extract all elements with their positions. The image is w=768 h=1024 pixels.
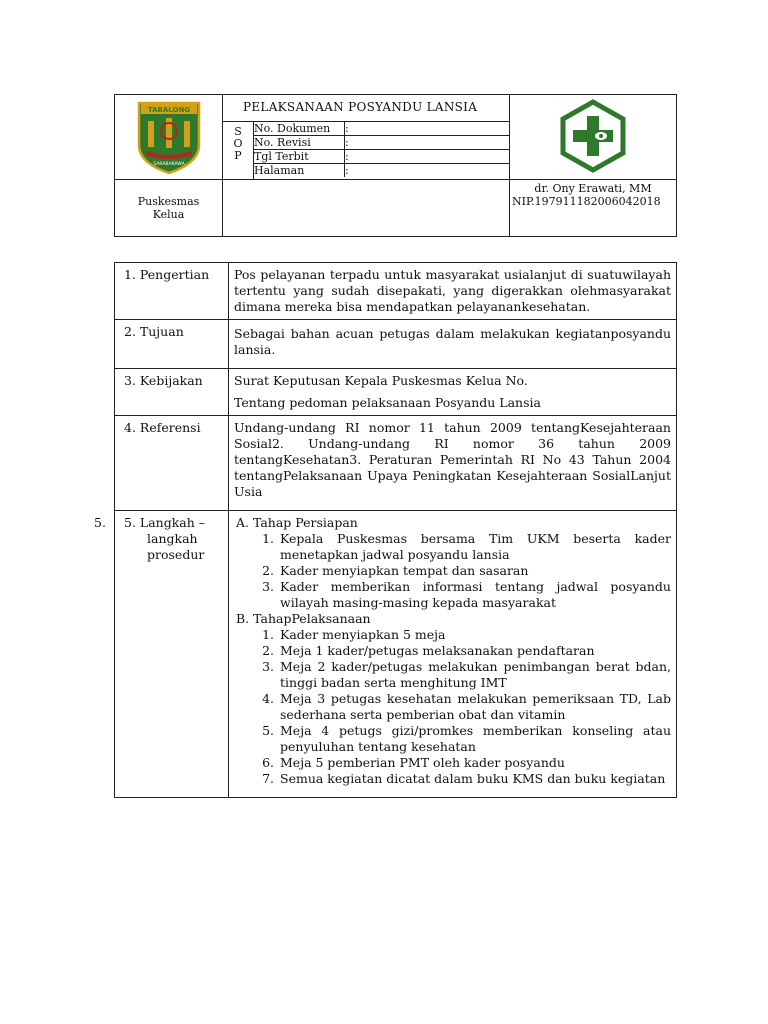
sop-letter-s: S: [234, 125, 242, 138]
row-label: [115, 416, 229, 511]
empty-cell: [223, 180, 510, 237]
row-number: 2.: [124, 324, 136, 339]
row-label-text: langkah: [147, 531, 198, 546]
meta-value: :: [345, 122, 510, 136]
row-langkah: [115, 511, 677, 798]
section-heading-b: B. TahapPelaksanaan: [236, 611, 371, 626]
row-referensi: [115, 416, 677, 511]
row-content: [229, 511, 677, 798]
list-item: 1. Kader menyiapkan 5 meja: [278, 627, 671, 643]
sop-label: [223, 122, 254, 179]
list-item: 2. Kader menyiapkan tempat dan sasaran: [278, 563, 671, 579]
kebijakan-line-1: Surat Keputusan Kepala Puskesmas Kelua No.: [234, 373, 528, 388]
document-meta-table: [254, 122, 509, 177]
list-item: 1. Kepala Puskesmas bersama Tim UKM beserta kader menetapkan jadwal posyandu lansia: [278, 531, 671, 563]
organization-cell: [115, 180, 223, 237]
list-item: 4. Meja 3 petugas kesehatan melakukan pemeriksaan TD, Lab sederhana serta pemberian obat dan vitamin: [278, 691, 671, 723]
row-label: [94, 511, 229, 798]
steps-list-b: [234, 627, 671, 787]
row-number: 3.: [124, 373, 136, 388]
org-name: Puskesmas: [137, 195, 200, 208]
outer-number: 5.: [94, 515, 106, 530]
section-heading-a: A. Tahap Persiapan: [236, 515, 358, 530]
meta-label: Tgl Terbit: [254, 150, 345, 164]
sop-body-table: [94, 262, 677, 798]
row-content: Sebagai bahan acuan petugas dalam melakukan kegiatanposyandu lansia.: [229, 320, 677, 369]
row-label: [115, 320, 229, 369]
kebijakan-line-2: Tentang pedoman pelaksanaan Posyandu Lansia: [234, 395, 541, 410]
sop-letter-p: P: [234, 149, 242, 162]
sop-letter-o: O: [233, 137, 243, 150]
list-item: 5. Meja 4 petugs gizi/promkes memberikan konseling atau penyuluhan tentang kesehatan: [278, 723, 671, 755]
logo-text-top: TABALONG: [147, 106, 190, 114]
row-label: [115, 369, 229, 416]
tabalong-logo-icon: [134, 99, 204, 175]
org-location: Kelua: [152, 208, 185, 221]
list-item: 3. Meja 2 kader/petugas melakukan penimbangan berat bdan, tinggi badan serta menghitung IMT: [278, 659, 671, 691]
row-number: 5.: [124, 515, 136, 530]
logo-text-bottom: SARABAKAWA: [152, 162, 185, 167]
meta-label: Halaman: [254, 164, 345, 178]
regency-logo-cell: [115, 95, 223, 180]
sop-header: [114, 94, 677, 237]
signer-nip: NIP.197911182006042018: [512, 195, 661, 208]
row-label-text: prosedur: [147, 547, 205, 562]
row-tujuan: [115, 320, 677, 369]
puskesmas-logo-icon: [556, 99, 630, 173]
meta-label: No. Dokumen: [254, 122, 345, 136]
meta-label: No. Revisi: [254, 136, 345, 150]
steps-list-a: [234, 531, 671, 611]
health-logo-cell: [510, 95, 677, 180]
list-item: 2. Meja 1 kader/petugas melaksanakan pendaftaran: [278, 643, 671, 659]
row-kebijakan: [115, 369, 677, 416]
row-label-text: Tujuan: [139, 324, 184, 339]
row-label-text: Kebijakan: [139, 373, 203, 388]
meta-value: :: [345, 136, 510, 150]
list-item: 6. Meja 5 pemberian PMT oleh kader posyandu: [278, 755, 671, 771]
row-content: [229, 369, 677, 416]
meta-value: :: [345, 150, 510, 164]
row-number: 4.: [124, 420, 136, 435]
row-label-text: Pengertian: [139, 267, 210, 282]
row-label-text: Referensi: [139, 420, 201, 435]
signer-name: dr. Ony Erawati, MM: [534, 182, 652, 195]
meta-value: :: [345, 164, 510, 178]
list-item: 7. Semua kegiatan dicatat dalam buku KMS dan buku kegiatan: [278, 771, 671, 787]
row-content: Undang-undang RI nomor 11 tahun 2009 tentangKesejahteraan Sosial2. Undang-undang RI nomor 36 tahun 2009 tentangKesehatan3. Peraturan Pemerintah RI No 43 Tahun 2004 tentangPelaksanaan Upaya Peningkatan Kesejahteraan SosialLanjut Usia: [229, 416, 677, 511]
row-content: Pos pelayanan terpadu untuk masyarakat usialanjut di suatuwilayah tertentu yang sudah disepakati, yang digerakkan olehmasyarakat dimana mereka bisa mendapatkan pelayanankesehatan.: [229, 263, 677, 320]
list-item: 3. Kader memberikan informasi tentang jadwal posyandu wilayah masing-masing kepada masyarakat: [278, 579, 671, 611]
row-label-text: Langkah –: [139, 515, 206, 530]
signer-cell: [510, 180, 677, 237]
row-number: 1.: [124, 267, 136, 282]
document-title: PELAKSANAAN POSYANDU LANSIA: [223, 95, 509, 122]
row-pengertian: [115, 263, 677, 320]
row-label: [115, 263, 229, 320]
title-block: [223, 95, 510, 180]
